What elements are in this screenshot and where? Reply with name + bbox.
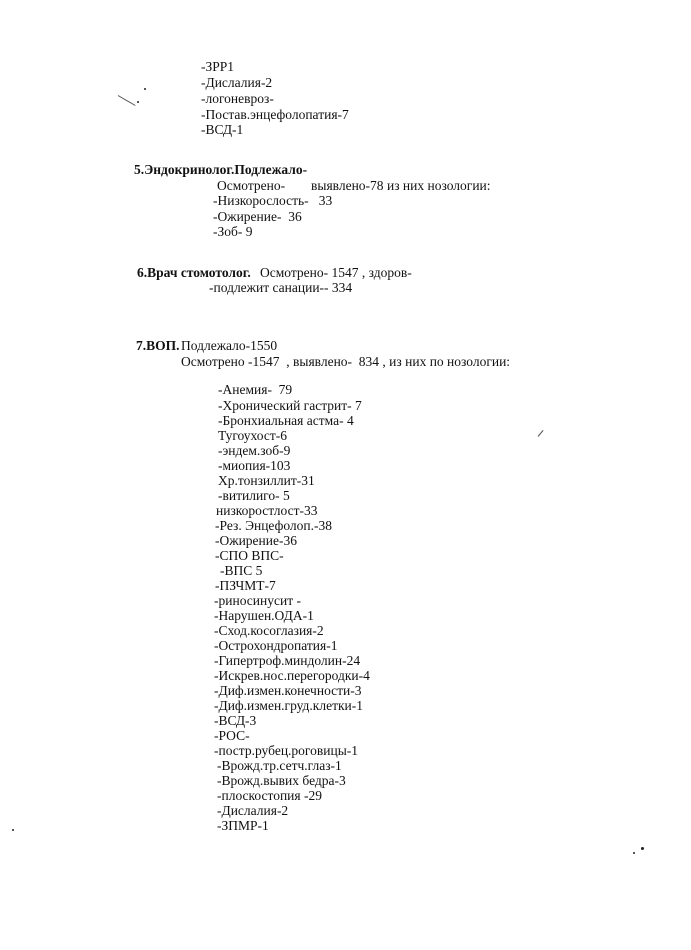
top-list-item: -ЗРР1 — [201, 59, 235, 74]
section5-item: -Зоб- 9 — [213, 224, 253, 239]
nosology-item: -РОС- — [214, 728, 250, 743]
nosology-item: -риносинусит - — [214, 593, 301, 608]
section5-examined: Осмотрено- — [217, 178, 286, 193]
nosology-item: -Ожирение-36 — [215, 533, 297, 548]
nosology-item: -Гипертроф.миндолин-24 — [214, 653, 361, 668]
nosology-item: -Нарушен.ОДА-1 — [214, 608, 314, 623]
top-list-item: -Постав.энцефолопатия-7 — [201, 107, 349, 122]
scan-mark — [118, 95, 136, 106]
nosology-item: -ВПС 5 — [220, 563, 263, 578]
nosology-item: -миопия-103 — [218, 458, 291, 473]
scan-speck — [641, 847, 644, 850]
nosology-item: -Анемия- 79 — [218, 382, 293, 397]
nosology-item: -Искрев.нос.перегородки-4 — [214, 668, 370, 683]
nosology-item: -Бронхиальная астма- 4 — [218, 413, 354, 428]
section6-heading: 6.Врач стомотолог. — [137, 265, 251, 280]
nosology-item: -Диф.измен.конечности-3 — [214, 683, 362, 698]
top-list-item: -ВСД-1 — [201, 122, 244, 137]
nosology-item: -эндем.зоб-9 — [218, 443, 291, 458]
nosology-item: -Рез. Энцефолоп.-38 — [215, 518, 332, 533]
nosology-item: Тугоухост-6 — [218, 428, 287, 443]
nosology-item: -Хронический гастрит- 7 — [218, 398, 362, 413]
section5-nosology-intro: из них нозологии: — [387, 178, 491, 193]
scan-speck — [137, 101, 139, 103]
section6-examined: Осмотрено- 1547 , здоров- — [260, 265, 412, 280]
nosology-item: -Диф.измен.груд.клетки-1 — [214, 698, 364, 713]
nosology-item: -Острохондропатия-1 — [214, 638, 338, 653]
nosology-item: -ВСД-3 — [214, 713, 257, 728]
nosology-item: -Сход.косоглазия-2 — [214, 623, 324, 638]
nosology-item: -Врожд.тр.сетч.глаз-1 — [217, 758, 342, 773]
section7-examined-line: Осмотрено -1547 , выявлено- 834 , из них по нозологии: — [181, 354, 511, 369]
nosology-item: -витилиго- 5 — [218, 488, 290, 503]
nosology-item: -СПО ВПС- — [215, 548, 284, 563]
nosology-item: -Врожд.вывих бедра-3 — [217, 773, 346, 788]
top-list-item: -логоневроз- — [201, 91, 274, 106]
section5-item: -Низкорослость- 33 — [213, 193, 333, 208]
section5-found: выявлено-78 — [311, 178, 384, 193]
nosology-item: -ПЗЧМТ-7 — [215, 578, 276, 593]
scan-speck — [144, 88, 146, 90]
section5-item: -Ожирение- 36 — [213, 209, 302, 224]
section6-sanation: -подлежит санации-- 334 — [209, 280, 353, 295]
scan-speck — [633, 852, 635, 854]
nosology-item: низкоростлост-33 — [216, 503, 318, 518]
scan-mark — [538, 430, 544, 437]
nosology-item: -плоскостопия -29 — [217, 788, 322, 803]
nosology-item: Хр.тонзиллит-31 — [218, 473, 315, 488]
section7-heading: 7.ВОП. — [136, 338, 180, 353]
scan-speck — [12, 829, 14, 831]
nosology-item: -постр.рубец.роговицы-1 — [214, 743, 359, 758]
section7-subject: Подлежало-1550 — [181, 338, 278, 353]
top-list-item: -Дислалия-2 — [201, 75, 273, 90]
nosology-item: -ЗПМР-1 — [217, 818, 269, 833]
nosology-item: -Дислалия-2 — [217, 803, 289, 818]
section5-heading: 5.Эндокринолог.Подлежало- — [134, 162, 308, 177]
